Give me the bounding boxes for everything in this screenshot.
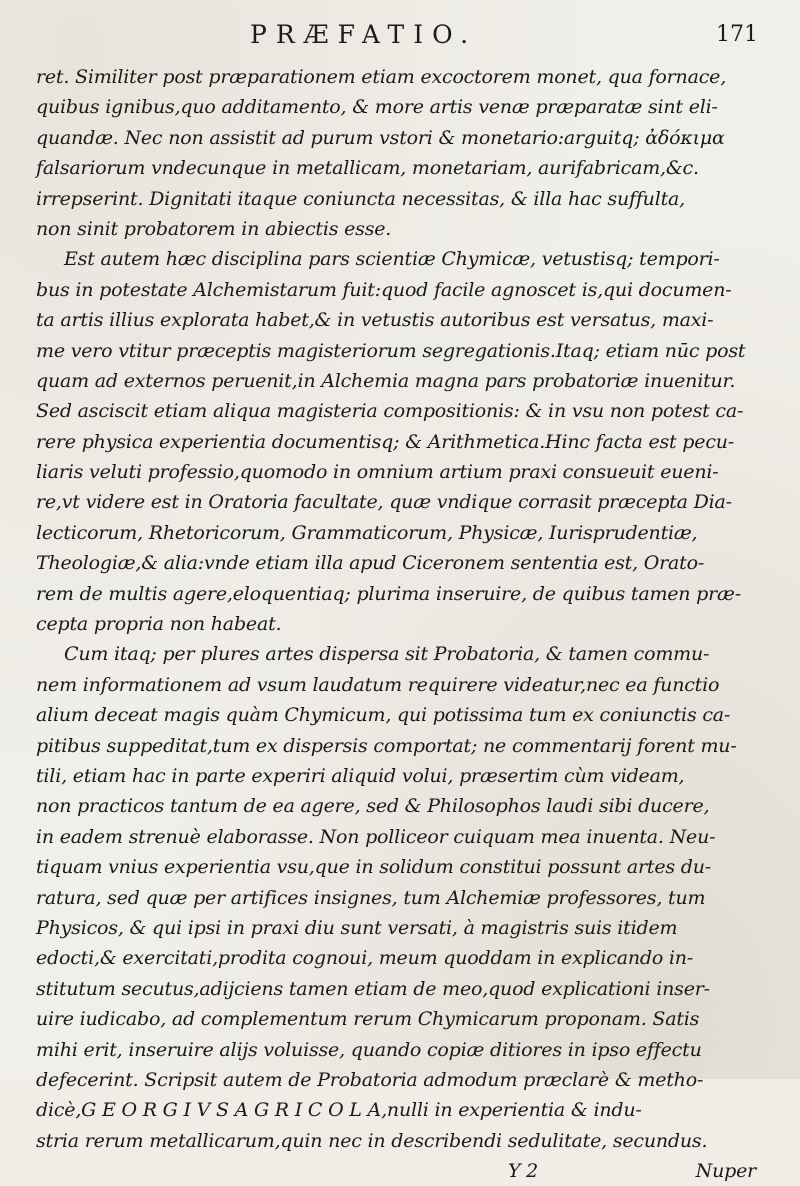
text-line: tili, etiam hac in parte experiri aliquid volui, præsertim cùm videam, (36, 764, 685, 787)
text-line: Physicos, & qui ipsi in praxi diu sunt versati, à magistris suis itidem (36, 916, 678, 939)
text-line: irrepserint. Dignitati itaque coniuncta necessitas, & illa hac suffulta, (36, 187, 685, 210)
text-line: Cum itaq; per plures artes dispersa sit Probatoria, & tamen commu- (64, 643, 710, 666)
running-title: PRÆFATIO. (250, 20, 478, 49)
text-line: quibus ignibus,quo additamento, & more artis venæ præparatæ sint eli- (36, 96, 718, 119)
text-line: stria rerum metallicarum,quin nec in describendi sedulitate, secundus. (36, 1129, 708, 1152)
text-line: pitibus suppeditat,tum ex dispersis comportat; ne commentarij forent mu- (36, 734, 737, 757)
text-line: me vero vtitur præceptis magisteriorum segregationis.Itaq; etiam nūc post (36, 339, 746, 362)
text-line: Theologiæ,& alia:vnde etiam illa apud Ciceronem sententia est, Orato- (36, 552, 705, 575)
page-header (0, 20, 800, 60)
text-line: rere physica experientia documentisq; & Arithmetica.Hinc facta est pecu- (36, 430, 735, 453)
text-line: quam ad externos peruenit,in Alchemia magna pars probatoriæ inuenitur. (36, 369, 736, 392)
text-line: non sinit probatorem in abiectis esse. (36, 217, 392, 240)
text-line: ratura, sed quæ per artifices insignes, tum Alchemiæ professores, tum (36, 886, 706, 909)
text-line: in eadem strenuè elaborasse. Non polliceor cuiquam mea inuenta. Neu- (36, 825, 716, 848)
text-line: cepta propria non habeat. (36, 613, 282, 636)
text-line: mihi erit, inseruire alijs voluisse, quando copiæ ditiores in ipso effectu (36, 1038, 702, 1061)
text-line: re,vt videre est in Oratoria facultate, quæ vndique corrasit præcepta Dia- (36, 491, 732, 514)
text-line: falsariorum vndecunque in metallicam, monetariam, aurifabricam,&c. (36, 157, 699, 180)
page-footer (36, 1156, 776, 1186)
text-line: bus in potestate Alchemistarum fuit:quod facile agnoscet is,qui documen- (36, 278, 732, 301)
text-line: Est autem hæc disciplina pars scientiæ Chymicæ, vetustisq; tempori- (64, 248, 720, 271)
text-line: uire iudicabo, ad complementum rerum Chymicarum proponam. Satis (36, 1008, 700, 1031)
text-line: defecerint. Scripsit autem de Probatoria admodum præclarè & metho- (36, 1068, 704, 1091)
text-line: dicè,G E O R G I V S A G R I C O L A,nulli in experientia & indu- (36, 1099, 642, 1122)
text-line: stitutum secutus,adijciens tamen etiam de meo,quod explicationi inser- (36, 977, 710, 1000)
text-line: liaris veluti professio,quomodo in omnium artium praxi consueuit eueni- (36, 461, 719, 484)
text-line: edocti,& exercitati,prodita cognoui, meum quoddam in explicando in- (36, 947, 694, 970)
signature-mark: Y 2 (508, 1160, 539, 1183)
text-line: ta artis illius explorata habet,& in vetustis autoribus est versatus, maxi- (36, 309, 714, 332)
text-line: ret. Similiter post præparationem etiam excoctorem monet, qua fornace, (36, 66, 727, 88)
text-line: rem de multis agere,eloquentiaq; plurima inseruire, de quibus tamen præ- (36, 582, 741, 605)
page-number: 171 (716, 22, 758, 47)
text-line: lecticorum, Rhetoricorum, Grammaticorum, Physicæ, Iurisprudentiæ, (36, 521, 698, 544)
text-line: non practicos tantum de ea agere, sed & Philosophos laudi sibi ducere, (36, 795, 710, 818)
text-line: quandæ. Nec non assistit ad purum vstori & monetario:arguitq; ἀδόκιμα (36, 126, 725, 149)
body-text (36, 62, 776, 1186)
text-line: nem informationem ad vsum laudatum requirere videatur,nec ea functio (36, 673, 720, 696)
text-line: alium deceat magis quàm Chymicum, qui potissima tum ex coniunctis ca- (36, 704, 731, 727)
text-line: tiquam vnius experientia vsu,que in solidum constitui possunt artes du- (36, 856, 711, 879)
catchword: Nuper (695, 1160, 756, 1183)
text-line: Sed asciscit etiam aliqua magisteria compositionis: & in vsu non potest ca- (36, 400, 744, 423)
